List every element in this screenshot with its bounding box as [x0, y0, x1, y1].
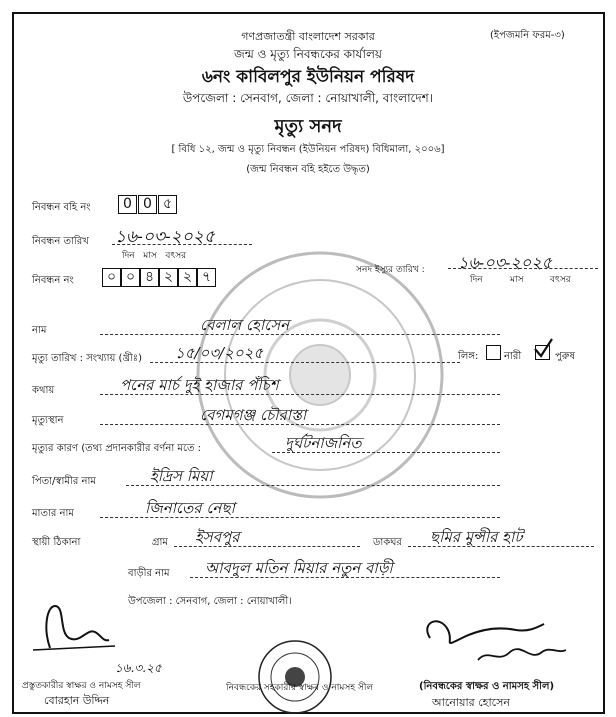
- issue-date-value: ১৬-০৩-২০২৫: [458, 253, 552, 272]
- reg-date-subtitle: দিন মাস বৎসর: [122, 251, 187, 261]
- death-place-label: মৃত্যুস্থান: [32, 415, 64, 426]
- issue-date-label: সনদ ইস্যুর তারিখ :: [356, 265, 425, 275]
- house-name-value: আবদুল মতিন মিয়ার নতুন বাড়ী: [205, 559, 393, 577]
- in-words-value: পনের মার্চ দুই হাজার পঁচিশ: [120, 376, 279, 394]
- checkmark-icon: [532, 337, 554, 359]
- reg-no-digit: ২: [178, 268, 197, 287]
- female-checkbox: [486, 345, 501, 360]
- death-date-label: মৃত্যু তারিখ : সংখ্যায় (খ্রীঃ): [32, 353, 142, 364]
- father-value: ইদ্রিস মিয়া: [150, 467, 213, 485]
- issue-date-month: মাস: [510, 275, 524, 285]
- in-words-label: কথায়: [32, 385, 55, 396]
- reg-no-digit: ০: [102, 268, 121, 287]
- post-office-value: ছমির মুন্সীর হাট: [430, 528, 523, 546]
- mother-label: মাতার নাম: [32, 508, 74, 519]
- reg-no-digit: ০: [121, 268, 140, 287]
- reg-no-digit: ৪: [140, 268, 159, 287]
- death-place-value: বেগমগঞ্জ চৌরাস্তা: [200, 406, 307, 424]
- male-label: পুরুষ: [555, 351, 575, 362]
- form-number: (ইপজমনি ফরম-৩): [490, 30, 565, 41]
- reg-date-value: ১৬-০৩-২০২৫: [115, 227, 215, 247]
- father-label: পিতা/স্বামীর নাম: [32, 476, 96, 487]
- registrar-name: আনোয়ার হোসেন: [432, 696, 510, 709]
- reg-date-label: নিবন্ধন তারিখ: [32, 236, 89, 247]
- assistant-label: নিবন্ধকের সহকারীর স্বাক্ষর ও নামসহ সীল: [226, 683, 374, 693]
- office-title: জন্ম ও মৃত্যু নিবন্ধকের কার্যালয়: [234, 47, 382, 61]
- reg-no-digit: ২: [159, 268, 178, 287]
- name-label: নাম: [32, 325, 47, 336]
- union-address: উপজেলা : সেনবাগ, জেলা : নোয়াখালী, বাংলাদেশ।: [182, 91, 434, 105]
- register-book-digit: 0: [138, 195, 157, 214]
- issue-date-line: [448, 268, 598, 269]
- village-label: গ্রাম: [152, 537, 168, 548]
- register-book-digit: ৫: [158, 195, 177, 214]
- preparer-signature: [25, 598, 125, 656]
- issue-date-year: বৎসর: [550, 275, 571, 285]
- death-cause-label: মৃত্যুর কারণ (তথ্য প্রদানকারীর বর্ণনা মতে :: [32, 443, 202, 454]
- certificate-title: মৃত্যু সনদ: [274, 116, 342, 137]
- female-label: নারী: [504, 351, 522, 362]
- registrar-label: (নিবন্ধকের স্বাক্ষর ও নামসহ সীল): [419, 681, 555, 692]
- gender-label: লিঙ্গ:: [458, 351, 479, 362]
- registrar-signature: [418, 608, 578, 672]
- name-line: [100, 334, 500, 335]
- union-name: ৬নং কাবিলপুর ইউনিয়ন পরিষদ: [201, 67, 415, 87]
- upazila-district: উপজেলা : সেনবাগ, জেলা : নোয়াখালী।: [128, 596, 292, 607]
- official-round-seal: [250, 635, 340, 715]
- government-title: গণপ্রজাতন্ত্রী বাংলাদেশ সরকার: [241, 30, 375, 43]
- reg-no-label: নিবন্ধন নং: [32, 275, 74, 286]
- village-value: ইসবপুর: [195, 528, 240, 546]
- address-label: স্থায়ী ঠিকানা: [32, 537, 81, 548]
- reg-date-line: [112, 244, 252, 245]
- mother-value: জিনাতের নেছা: [145, 499, 235, 517]
- register-book-digit: 0: [118, 195, 137, 214]
- preparer-date: ১৬.৩.২৫: [115, 661, 162, 675]
- house-name-label: বাড়ীর নাম: [128, 568, 170, 579]
- post-office-label: ডাকঘর: [373, 537, 402, 548]
- issue-date-day: দিন: [470, 275, 483, 285]
- death-date-value: ১৫/০৩/২০২৫: [175, 344, 264, 362]
- death-cause-value: দুর্ঘটনাজনিত: [285, 434, 362, 452]
- name-value: বেলাল হোসেন: [200, 316, 290, 334]
- rule-reference: [ বিধি ১২, জন্ম ও মৃত্যু নিবন্ধন (ইউনিয়ন পরিষদ) বিধিমালা, ২০০৬]: [171, 144, 445, 155]
- preparer-label: প্রস্তুতকারীর স্বাক্ষর ও নামসহ সীল: [22, 681, 141, 691]
- register-book-label: নিবন্ধন বহি নং: [32, 202, 91, 213]
- reg-no-digit: ৭: [197, 268, 216, 287]
- preparer-name: বোরহান উদ্দিন: [44, 694, 110, 707]
- extract-note: (জন্ম নিবন্ধন বহি হইতে উদ্ধৃত): [246, 164, 370, 175]
